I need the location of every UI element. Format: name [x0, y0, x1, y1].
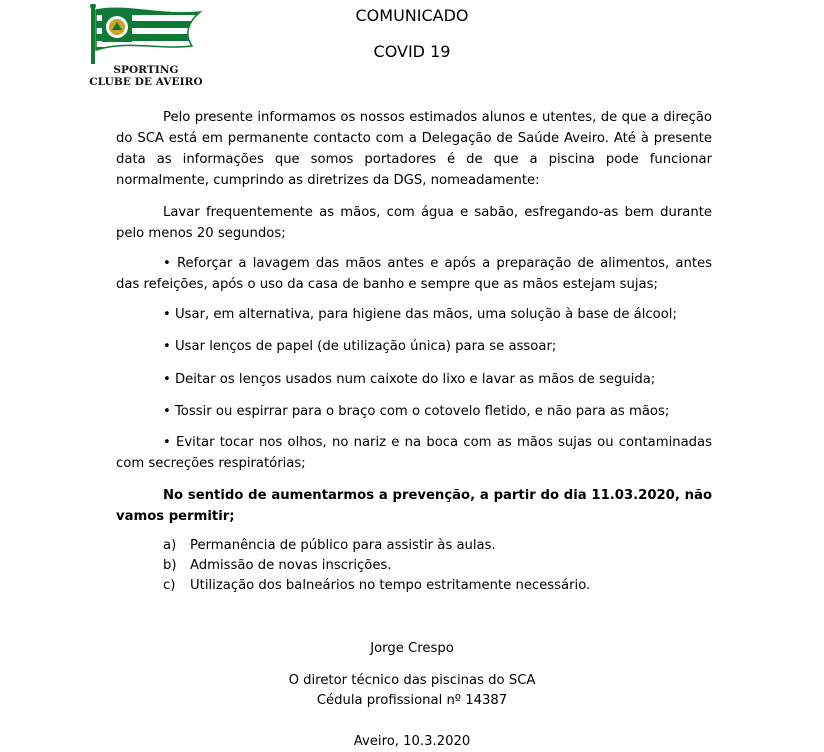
guideline-item: • Usar, em alternativa, para higiene das mãos, uma solução à base de álcool;: [163, 307, 677, 322]
document-subtitle: COVID 19: [373, 42, 451, 61]
logo-text-line2: CLUBE DE AVEIRO: [89, 76, 203, 88]
place-date: Aveiro, 10.3.2020: [353, 734, 471, 749]
guideline-item: Lavar frequentemente as mãos, com água e sabão, esfregando-as bem durante pelo menos 20 segundos;: [116, 205, 712, 241]
document-title: COMUNICADO: [355, 6, 469, 25]
restriction-text: Permanência de público para assistir às aulas.: [190, 538, 496, 553]
intro-paragraph: Pelo presente informamos os nossos estimados alunos e utentes, de que a direção do SCA está em permanente contacto com a Delegação de Saúde Aveiro. Até à presente data as informações que somos portadores é de que a piscina pode funcionar normalmente, cumprindo as diretrizes da DGS, nomeadamente:: [116, 110, 712, 188]
restriction-text: Utilização dos balneários no tempo estritamente necessário.: [190, 578, 591, 593]
guideline-item: • Usar lenços de papel (de utilização única) para se assoar;: [163, 339, 557, 354]
guideline-item: • Deitar os lenços usados num caixote do lixo e lavar as mãos de seguida;: [163, 372, 656, 387]
logo-text-line1: SPORTING: [113, 64, 179, 76]
restriction-text: Admissão de novas inscrições.: [190, 558, 392, 573]
restriction-marker: b): [163, 558, 177, 573]
restriction-item: [163, 576, 590, 596]
restriction-marker: c): [163, 578, 176, 593]
prevention-notice: No sentido de aumentarmos a prevenção, a partir do dia 11.03.2020, não vamos permitir;: [116, 488, 712, 524]
signatory-name: Jorge Crespo: [370, 641, 454, 656]
restriction-item: [163, 556, 392, 576]
signatory-license: Cédula profissional nº 14387: [316, 693, 508, 708]
guideline-item: • Tossir ou espirrar para o braço com o cotovelo fletido, e não para as mãos;: [163, 404, 670, 419]
restriction-marker: a): [163, 538, 177, 553]
guideline-item: • Reforçar a lavagem das mãos antes e após a preparação de alimentos, antes das refeições, após o uso da casa de banho e sempre que as mãos estejam sujas;: [116, 256, 712, 292]
restriction-item: [163, 536, 496, 556]
signatory-role: O diretor técnico das piscinas do SCA: [288, 673, 536, 688]
guideline-item: • Evitar tocar nos olhos, no nariz e na boca com as mãos sujas ou contaminadas com secreções respiratórias;: [116, 435, 712, 471]
